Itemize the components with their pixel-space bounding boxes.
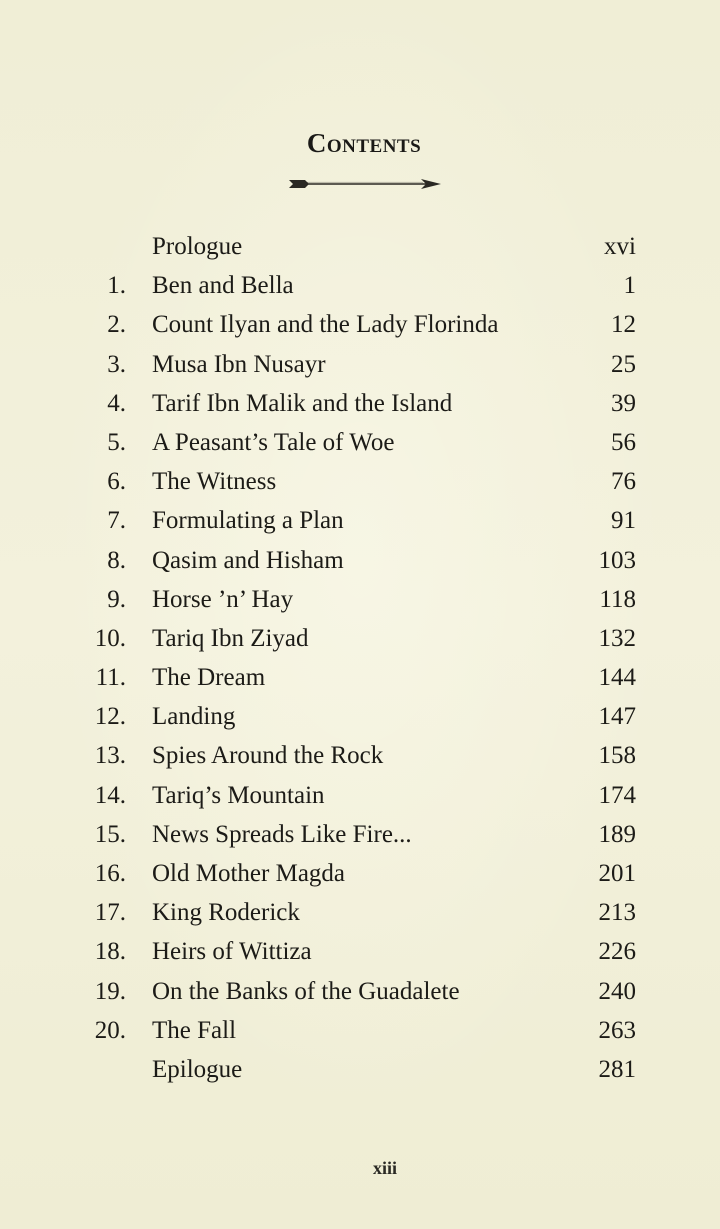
chapter-page-number: 1 bbox=[623, 272, 636, 300]
chapter-page-number: 12 bbox=[611, 311, 636, 339]
toc-entry bbox=[0, 305, 720, 344]
toc-entry bbox=[0, 227, 720, 266]
chapter-title: Tariq Ibn Ziyad bbox=[152, 624, 309, 652]
chapter-page-number: 240 bbox=[598, 977, 636, 1005]
chapter-number: 18. bbox=[94, 938, 126, 966]
chapter-page-number: 56 bbox=[611, 428, 636, 456]
toc-entry bbox=[0, 501, 720, 540]
chapter-number: 8. bbox=[107, 546, 126, 574]
chapter-title: A Peasant’s Tale of Woe bbox=[152, 428, 395, 456]
chapter-number: 16. bbox=[94, 860, 126, 887]
chapter-page-number: 118 bbox=[599, 585, 636, 613]
page-title: Contents bbox=[306, 128, 422, 158]
toc-entry bbox=[0, 658, 720, 697]
toc-entry bbox=[0, 932, 720, 971]
chapter-title: Horse ’n’ Hay bbox=[152, 585, 294, 613]
chapter-page-number: 158 bbox=[598, 742, 636, 770]
chapter-title: Spies Around the Rock bbox=[152, 742, 384, 770]
chapter-page-number: 281 bbox=[598, 1055, 636, 1083]
toc-entry bbox=[0, 1050, 720, 1089]
chapter-page-number: 144 bbox=[598, 664, 636, 692]
chapter-title: The Dream bbox=[152, 664, 266, 692]
chapter-title: Old Mother Magda bbox=[152, 860, 346, 887]
page-number: xiii bbox=[372, 1158, 397, 1178]
chapter-title: On the Banks of the Guadalete bbox=[152, 977, 460, 1005]
chapter-page-number: 189 bbox=[598, 820, 636, 848]
chapter-page-number: 263 bbox=[598, 1016, 636, 1044]
chapter-page-number: 226 bbox=[598, 938, 636, 966]
toc-entry bbox=[0, 893, 720, 932]
chapter-title: Qasim and Hisham bbox=[152, 546, 344, 574]
chapter-title: The Witness bbox=[152, 468, 277, 496]
chapter-page-number: 174 bbox=[598, 781, 636, 809]
chapter-title: Tarif Ibn Malik and the Island bbox=[152, 389, 453, 417]
table-of-contents bbox=[0, 227, 720, 1089]
chapter-number: 6. bbox=[107, 468, 126, 496]
chapter-number: 15. bbox=[94, 820, 126, 848]
chapter-number: 12. bbox=[94, 703, 126, 731]
toc-entry bbox=[0, 345, 720, 384]
chapter-number: 11. bbox=[95, 664, 126, 692]
chapter-title: Prologue bbox=[152, 233, 243, 260]
arrow-ornament-icon bbox=[287, 176, 443, 192]
toc-entry bbox=[0, 423, 720, 462]
chapter-page-number: 91 bbox=[611, 507, 636, 535]
chapter-title: King Roderick bbox=[152, 899, 300, 927]
chapter-title: Ben and Bella bbox=[152, 272, 294, 300]
toc-entry bbox=[0, 541, 720, 580]
chapter-page-number: 213 bbox=[598, 899, 636, 927]
chapter-title: News Spreads Like Fire... bbox=[152, 820, 412, 848]
chapter-page-number: 201 bbox=[598, 860, 636, 887]
chapter-number: 4. bbox=[107, 389, 126, 417]
chapter-number: 17. bbox=[94, 899, 126, 927]
chapter-title: Formulating a Plan bbox=[152, 507, 344, 535]
chapter-title: Musa Ibn Nusayr bbox=[152, 350, 326, 378]
toc-entry bbox=[0, 462, 720, 501]
chapter-number: 3. bbox=[107, 350, 126, 378]
chapter-number: 20. bbox=[94, 1016, 126, 1044]
toc-entry bbox=[0, 619, 720, 658]
toc-entry bbox=[0, 1011, 720, 1050]
chapter-number: 14. bbox=[94, 781, 126, 809]
toc-entry bbox=[0, 266, 720, 305]
chapter-title: Count Ilyan and the Lady Florinda bbox=[152, 311, 499, 339]
chapter-page-number: 132 bbox=[598, 624, 636, 652]
chapter-number: 1. bbox=[107, 272, 126, 300]
toc-entry bbox=[0, 697, 720, 736]
toc-entry bbox=[0, 815, 720, 854]
toc-entry bbox=[0, 854, 720, 893]
chapter-number: 2. bbox=[107, 311, 126, 339]
chapter-title: Tariq’s Mountain bbox=[152, 781, 325, 809]
toc-entry bbox=[0, 384, 720, 423]
chapter-page-number: 147 bbox=[598, 703, 636, 731]
toc-entry bbox=[0, 776, 720, 815]
chapter-number: 10. bbox=[94, 624, 126, 652]
chapter-number: 7. bbox=[107, 507, 126, 535]
chapter-number: 5. bbox=[107, 428, 126, 456]
chapter-page-number: 39 bbox=[611, 389, 636, 417]
toc-entry bbox=[0, 736, 720, 775]
chapter-title: Epilogue bbox=[152, 1055, 243, 1083]
chapter-page-number: 25 bbox=[611, 350, 636, 378]
toc-entry bbox=[0, 972, 720, 1011]
chapter-page-number: xvi bbox=[604, 233, 636, 260]
toc-entry bbox=[0, 580, 720, 619]
chapter-title: Heirs of Wittiza bbox=[152, 938, 312, 966]
chapter-page-number: 76 bbox=[611, 468, 636, 496]
chapter-title: The Fall bbox=[152, 1016, 237, 1044]
chapter-page-number: 103 bbox=[598, 546, 636, 574]
chapter-number: 13. bbox=[94, 742, 126, 770]
chapter-number: 19. bbox=[94, 977, 126, 1005]
chapter-number: 9. bbox=[107, 585, 126, 613]
chapter-title: Landing bbox=[152, 703, 236, 731]
